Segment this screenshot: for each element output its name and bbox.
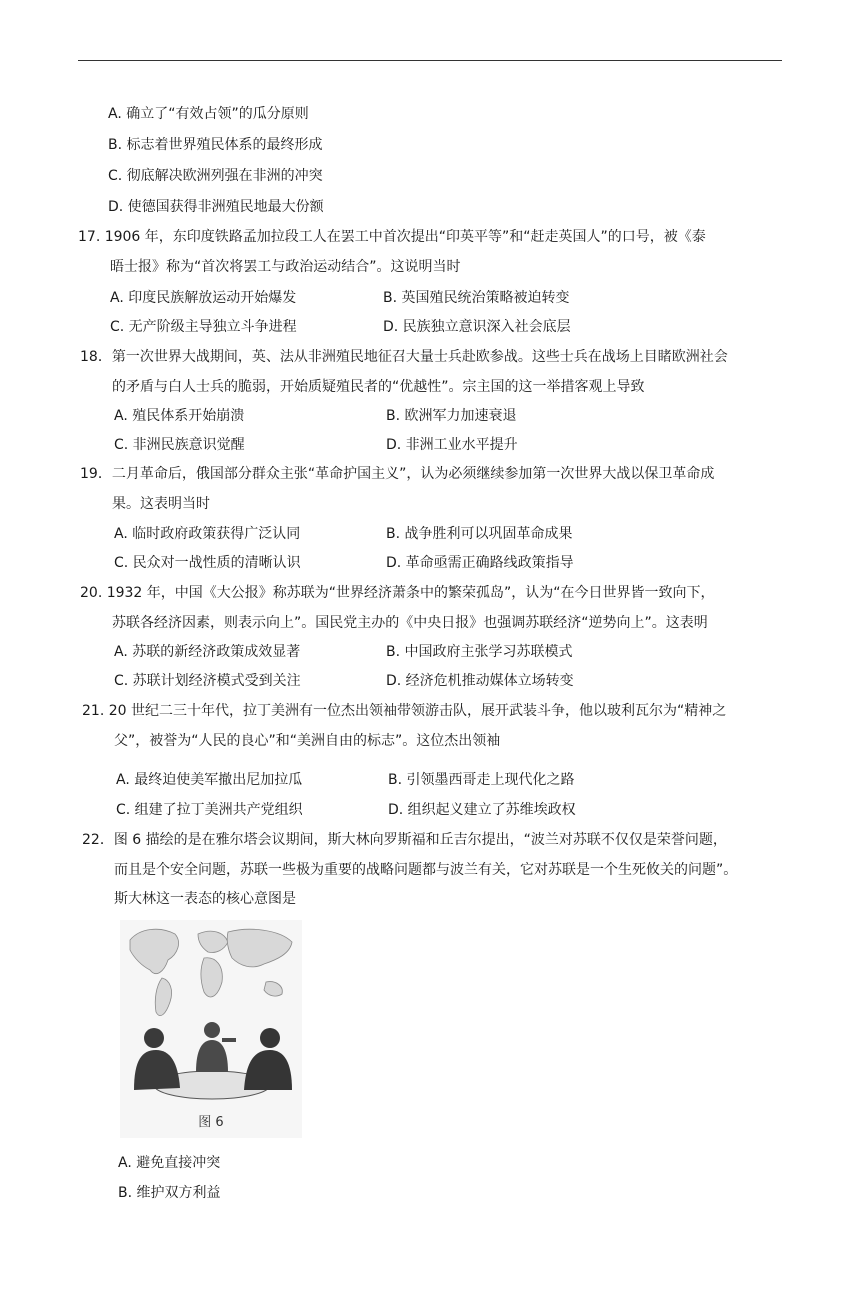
- q17-option-c: C. 无产阶级主导独立斗争进程: [110, 319, 297, 335]
- q17-option-b: B. 英国殖民统治策略被迫转变: [383, 290, 570, 306]
- q19-stem-line-2: 果。这表明当时: [112, 496, 210, 512]
- q16-option-b: B. 标志着世界殖民体系的最终形成: [108, 137, 323, 153]
- q20-option-d: D. 经济危机推动媒体立场转变: [386, 673, 574, 689]
- q18-option-b: B. 欧洲军力加速衰退: [386, 408, 517, 424]
- q20-option-b: B. 中国政府主张学习苏联模式: [386, 644, 573, 660]
- q16-option-a: A. 确立了“有效占领”的瓜分原则: [108, 106, 309, 122]
- q22-stem-line-1: 22．图 6 描绘的是在雅尔塔会议期间，斯大林向罗斯福和丘吉尔提出，“波兰对苏联不仅仅是荣誉问题，: [82, 832, 727, 848]
- q18-stem-line-2: 的矛盾与白人士兵的脆弱，开始质疑殖民者的“优越性”。宗主国的这一举措客观上导致: [112, 379, 645, 395]
- q17-option-d: D. 民族独立意识深入社会底层: [383, 319, 571, 335]
- q17-stem-line-2: 晤士报》称为“首次将罢工与政治运动结合”。这说明当时: [110, 259, 461, 275]
- q20-option-a: A. 苏联的新经济政策成效显著: [114, 644, 301, 660]
- q22-option-a: A. 避免直接冲突: [118, 1155, 221, 1171]
- q22-option-b: B. 维护双方利益: [118, 1185, 221, 1201]
- q21-stem-line-2: 父”，被誉为“人民的良心”和“美洲自由的标志”。这位杰出领袖: [114, 733, 501, 749]
- q21-option-a: A. 最终迫使美军撤出尼加拉瓜: [116, 772, 303, 788]
- q20-stem-line-1: 20. 1932 年，中国《大公报》称苏联为“世界经济萧条中的繁荣孤岛”，认为“在今日世界皆一致向下，: [80, 585, 715, 601]
- q18-option-a: A. 殖民体系开始崩溃: [114, 408, 245, 424]
- yalta-conference-figure: [120, 920, 302, 1138]
- q21-stem-line-1: 21. 20 世纪二三十年代，拉丁美洲有一位杰出领袖带领游击队，展开武装斗争，他以玻利瓦尔为“精神之: [82, 703, 727, 719]
- q19-option-a: A. 临时政府政策获得广泛认同: [114, 526, 301, 542]
- q21-option-d: D. 组织起义建立了苏维埃政权: [388, 802, 576, 818]
- q22-stem-line-2: 而且是个安全问题，苏联一些极为重要的战略问题都与波兰有关，它对苏联是一个生死攸关的问题”。: [114, 862, 738, 878]
- q19-option-d: D. 革命亟需正确路线政策指导: [386, 555, 574, 571]
- figure-caption: 图 6: [198, 1115, 224, 1130]
- q19-option-b: B. 战争胜利可以巩固革命成果: [386, 526, 573, 542]
- q16-option-c: C. 彻底解决欧洲列强在非洲的冲突: [108, 168, 323, 184]
- q18-option-c: C. 非洲民族意识觉醒: [114, 437, 245, 453]
- q16-option-d: D. 使德国获得非洲殖民地最大份额: [108, 199, 324, 215]
- q18-stem-line-1: 18．第一次世界大战期间，英、法从非洲殖民地征召大量士兵赴欧参战。这些士兵在战场上目睹欧洲社会: [80, 349, 728, 365]
- header-rule: [78, 60, 782, 61]
- q20-option-c: C. 苏联计划经济模式受到关注: [114, 673, 301, 689]
- q20-stem-line-2: 苏联各经济因素，则表示向上”。国民党主办的《中央日报》也强调苏联经济“逆势向上”。这表明: [112, 615, 708, 631]
- q17-option-a: A. 印度民族解放运动开始爆发: [110, 290, 297, 306]
- q18-option-d: D. 非洲工业水平提升: [386, 437, 518, 453]
- q17-stem-line-1: 17. 1906 年，东印度铁路孟加拉段工人在罢工中首次提出“印英平等”和“赶走英国人”的口号，被《泰: [78, 229, 706, 245]
- q22-stem-line-3: 斯大林这一表态的核心意图是: [114, 891, 296, 907]
- q19-option-c: C. 民众对一战性质的清晰认识: [114, 555, 301, 571]
- q19-stem-line-1: 19．二月革命后，俄国部分群众主张“革命护国主义”，认为必须继续参加第一次世界大战以保卫革命成: [80, 466, 715, 482]
- q21-option-b: B. 引领墨西哥走上现代化之路: [388, 772, 575, 788]
- q21-option-c: C. 组建了拉丁美洲共产党组织: [116, 802, 303, 818]
